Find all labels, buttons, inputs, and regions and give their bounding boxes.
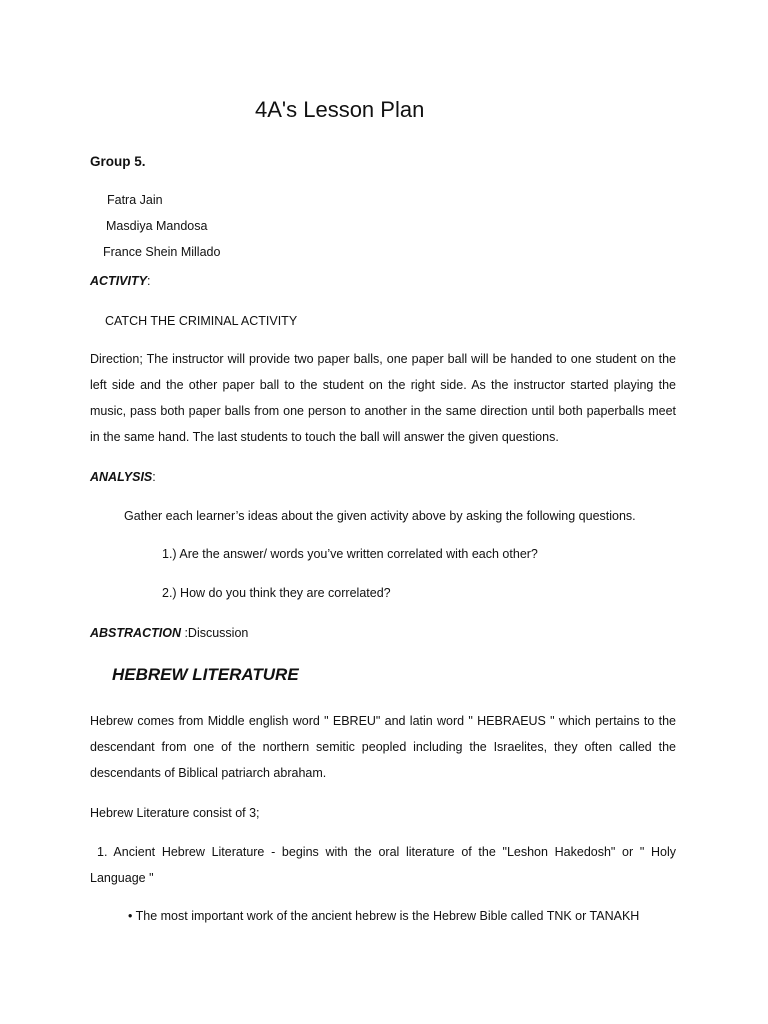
hebrew-heading: HEBREW LITERATURE [112,665,299,684]
analysis-label: ANALYSIS [90,470,153,484]
hebrew-definition: Hebrew comes from Middle english word " EBREU" and latin word " HEBRAEUS " which pertains to the descendant from one of the northern semitic peopled including the Israelites, they often called the descendants of Biblical patriarch abraham. [90,714,676,780]
activity-label-suffix: : [146,274,151,288]
group-label: Group 5. [90,154,146,169]
abstraction-heading [90,625,248,641]
analysis-question: 1.) Are the answer/ words you’ve written correlated with each other? [162,547,538,561]
member-name: Masdiya Mandosa [106,219,208,233]
activity-name: CATCH THE CRIMINAL ACTIVITY [105,314,298,328]
hebrew-consist: Hebrew Literature consist of 3; [90,806,260,820]
analysis-heading [90,469,156,485]
hebrew-item-1: 1. Ancient Hebrew Literature - begins with the oral literature of the "Leshon Hakedosh" or " Holy Language " [90,845,676,885]
activity-direction: Direction; The instructor will provide two paper balls, one paper ball will be handed to one student on the left side and the other paper ball to the student on the right side. As the instructor started playing the music, pass both paper balls from one person to another in the same direction until both paperballs meet in the same hand. The last students to touch the ball will answer the given questions. [90,352,676,444]
analysis-question: 2.) How do you think they are correlated? [162,586,391,600]
hebrew-bullet-1: • The most important work of the ancient hebrew is the Hebrew Bible called TNK or TANAKH [128,909,640,923]
abstraction-label-suffix: :Discussion [180,626,249,640]
member-name: Fatra Jain [107,193,163,207]
analysis-label-suffix: : [152,470,156,484]
member-name: France Shein Millado [103,245,221,259]
activity-label: ACTIVITY [90,274,147,288]
abstraction-label: ABSTRACTION [90,626,181,640]
activity-heading [90,273,150,289]
analysis-intro: Gather each learner’s ideas about the given activity above by asking the following questions. [124,509,636,523]
document-title: 4A's Lesson Plan [255,97,425,122]
